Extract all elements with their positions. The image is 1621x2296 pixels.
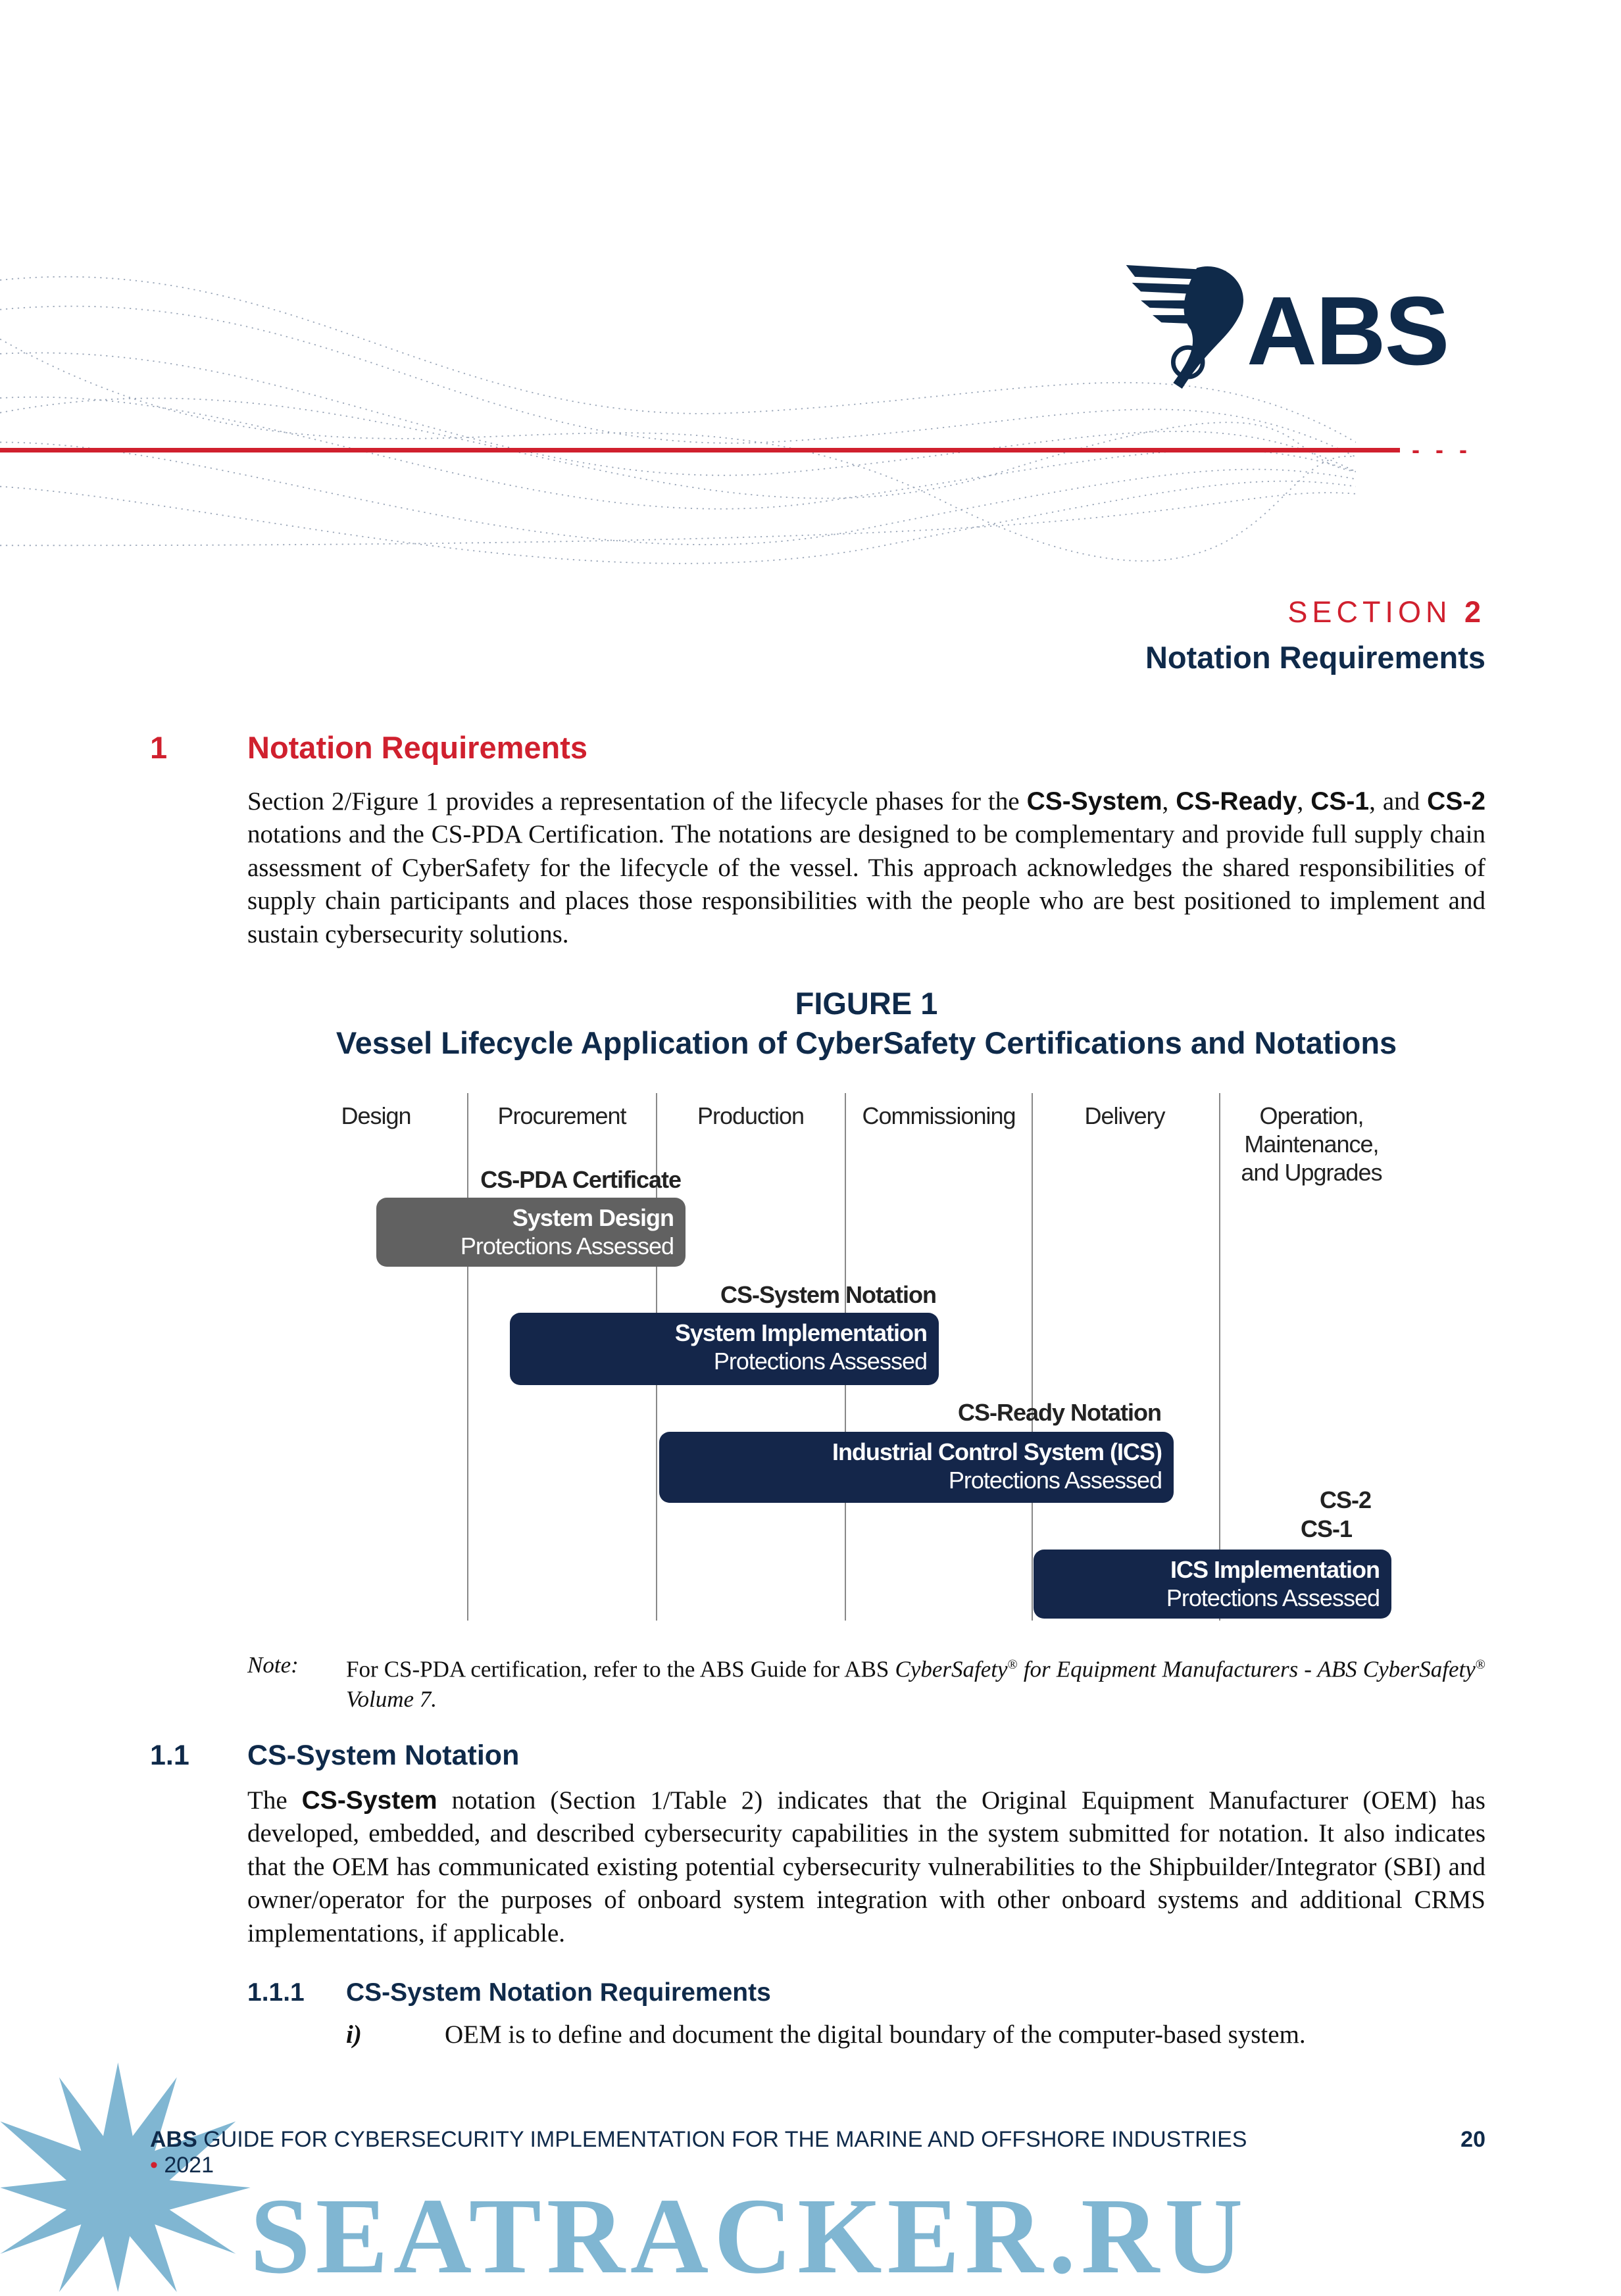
logo-text: ABS [1247, 277, 1449, 385]
page-footer [150, 2127, 1485, 2178]
note-label: Note: [247, 1652, 299, 1678]
phase-procurement: Procurement [497, 1102, 626, 1129]
system-design-box [376, 1198, 686, 1267]
cs-2-label: CS-2 [1319, 1486, 1371, 1513]
box-subtitle: Protections Assessed [1166, 1584, 1380, 1611]
section-title: Notation Requirements [1145, 640, 1485, 675]
footer-brand: ABS [150, 2127, 197, 2152]
box-title: Industrial Control System (ICS) [832, 1438, 1162, 1465]
box-title: ICS Implementation [1170, 1556, 1380, 1583]
phase-production: Production [697, 1102, 805, 1129]
heading-title: Notation Requirements [247, 730, 588, 765]
intro-paragraph: Section 2/Figure 1 provides a representation of the lifecycle phases for the CS-System, CS-Ready, CS-1, and CS-2 notations and the CS-PDA Certification. The notations are designed to be complementary and provide full supply chain assessment of CyberSafety for the lifecycle of the vessel. This approach acknowledges the shared responsibilities of supply chain participants and places those responsibilities with the people who are best positioned to implement and sustain cybersecurity solutions. [247, 787, 1486, 948]
lifecycle-diagram [317, 1087, 1437, 1632]
phase-delivery: Delivery [1084, 1102, 1165, 1129]
subsubsection-number: 1.1.1 [247, 1978, 305, 2007]
phase-operation: Operation, Maintenance, and Upgrades [1241, 1102, 1382, 1186]
section-number: 2 [1464, 595, 1485, 629]
ics-implementation-box [1034, 1550, 1391, 1619]
system-implementation-box [510, 1313, 939, 1385]
box-title: System Implementation [674, 1319, 927, 1346]
phase-divider [1032, 1093, 1033, 1621]
header-dashes: - - - [1412, 436, 1472, 463]
watermark-text: SEATRACKER.RU [250, 2176, 1249, 2296]
section-word: SECTION [1287, 595, 1452, 629]
phase-commissioning: Commissioning [862, 1102, 1016, 1129]
footer-title: GUIDE FOR CYBERSECURITY IMPLEMENTATION FOR THE MARINE AND OFFSHORE INDUSTRIES [197, 2127, 1247, 2152]
figure-number: FIGURE 1 [795, 986, 938, 1021]
footer-year: 2021 [157, 2153, 214, 2178]
cs-system-paragraph: The CS-System notation (Section 1/Table 2) indicates that the Original Equipment Manufacturer (OEM) has developed, embedded, and described cybersecurity capabilities in the system submitted for notation. It also indicates that the OEM has communicated existing potential cybersecurity vulnerabilities to the Shipbuilder/Integrator (SBI) and owner/operator for the purposes of onboard system integration with other onboard systems and additional CRMS implementations, if applicable. [247, 1786, 1485, 1947]
subsubsection-title: CS-System Notation Requirements [346, 1978, 771, 2007]
ics-box [659, 1432, 1174, 1503]
note-text: For CS-PDA certification, refer to the ABS Guide for ABS CyberSafety® for Equipment Manufacturers - ABS CyberSafety® Volume 7. [346, 1656, 1485, 1712]
abs-logo [1123, 259, 1477, 395]
list-item: OEM is to define and document the digital boundary of the computer-based system. [445, 2020, 1306, 2049]
header-red-rule [0, 448, 1400, 452]
list-marker: i) [346, 2020, 362, 2049]
phase-divider [1219, 1093, 1220, 1621]
heading-number: 1 [150, 730, 168, 765]
figure-caption [247, 984, 1485, 1063]
subsection-title: CS-System Notation [247, 1740, 520, 1771]
figure-note [247, 1650, 1485, 1714]
box-subtitle: Protections Assessed [460, 1233, 674, 1259]
eagle-icon [1123, 259, 1256, 395]
figure-title: Vessel Lifecycle Application of CyberSafety Certifications and Notations [336, 1025, 1397, 1060]
box-subtitle: Protections Assessed [713, 1348, 927, 1375]
subsection-number: 1.1 [150, 1740, 189, 1771]
cs-system-label: CS-System Notation [720, 1281, 936, 1308]
cs-pda-label: CS-PDA Certificate [480, 1166, 681, 1193]
cs-ready-label: CS-Ready Notation [957, 1399, 1161, 1426]
section-label [1287, 595, 1485, 629]
footer-bullet: • [150, 2153, 158, 2178]
box-subtitle: Protections Assessed [948, 1467, 1162, 1494]
cs-1-label: CS-1 [1300, 1515, 1352, 1542]
phase-design: Design [341, 1102, 411, 1129]
page-number: 20 [1460, 2127, 1485, 2152]
box-title: System Design [512, 1204, 674, 1231]
